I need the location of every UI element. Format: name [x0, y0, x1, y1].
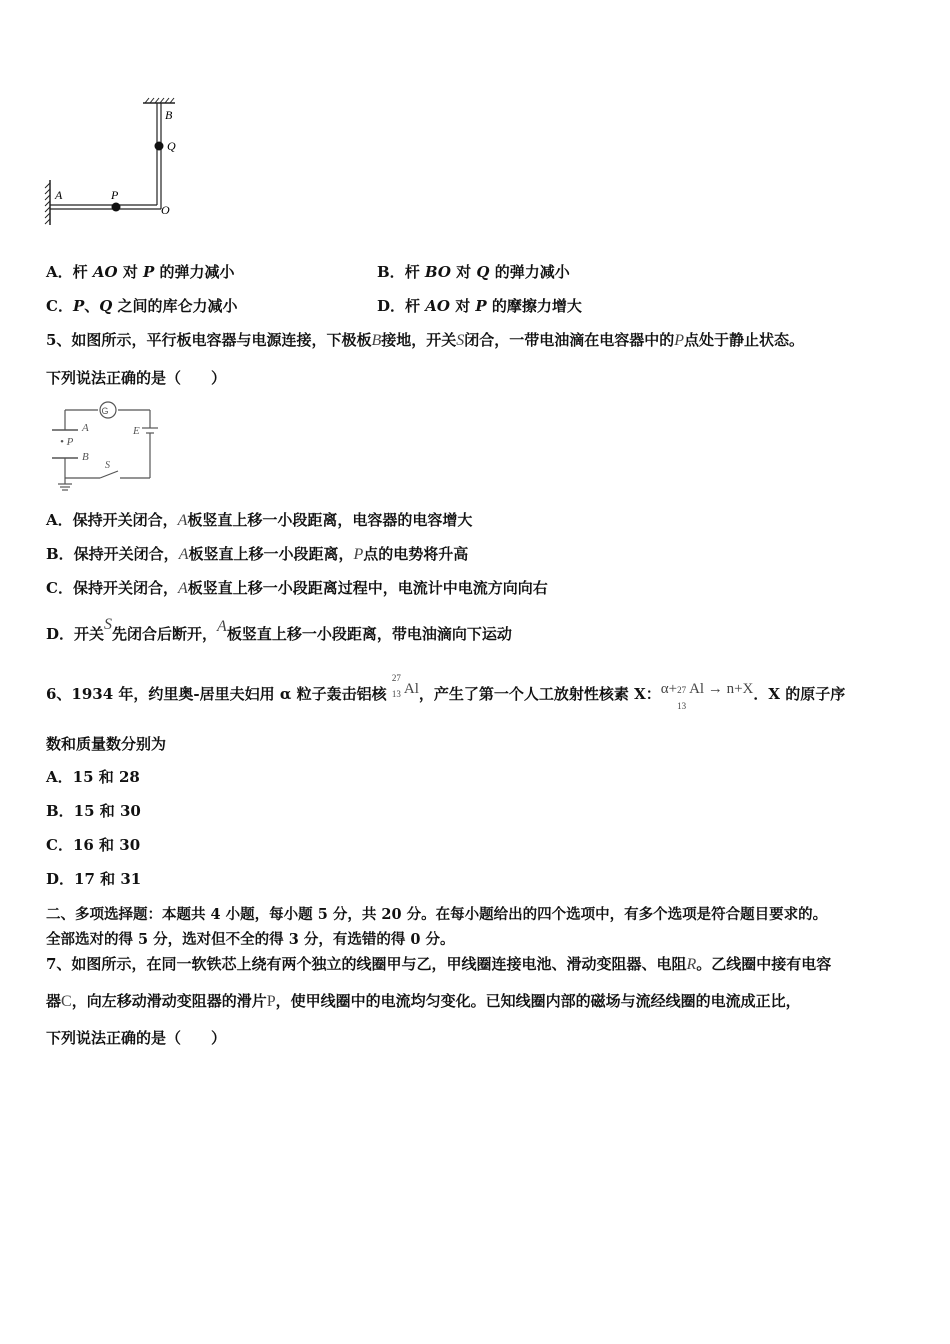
q6-option-d[interactable]: D．17 和 31	[46, 870, 142, 888]
label-s: S	[105, 460, 110, 471]
q5-option-c[interactable]: C．保持开关闭合，A板竖直上移一小段距离过程中，电流计中电流方向向右	[46, 579, 548, 597]
q6-option-b[interactable]: B．15 和 30	[46, 802, 141, 820]
label-b: B	[82, 451, 89, 463]
q6-option-c[interactable]: C．16 和 30	[46, 836, 141, 854]
q5-stem-line1: 5、如图所示，平行板电容器与电源连接，下极板B接地，开关S闭合，一带电油滴在电容器中的P点处于静止状态。	[46, 331, 805, 349]
q5-option-b[interactable]: B．保持开关闭合，A板竖直上移一小段距离，P点的电势将升高	[46, 545, 469, 563]
section2-heading-line2: 全部选对的得 5 分，选对但不全的得 3 分，有选错的得 0 分。	[46, 931, 455, 948]
q6-stem-line2: 数和质量数分别为	[46, 735, 167, 753]
q6-option-a[interactable]: A．15 和 28	[46, 768, 140, 786]
label-a: A	[82, 422, 89, 434]
label-p: • P	[60, 436, 74, 448]
label-e: E	[133, 425, 140, 437]
q5-option-d[interactable]: D．开关S先闭合后断开，A板竖直上移一小段距离，带电油滴向下运动	[46, 616, 512, 643]
q4-option-d[interactable]: D．杆 AO 对 P 的摩擦力增大	[377, 297, 582, 315]
q7-stem-line3: 下列说法正确的是（ ）	[46, 1029, 227, 1047]
q5-option-a[interactable]: A．保持开关闭合，A板竖直上移一小段距离，电容器的电容增大	[46, 511, 473, 529]
q7-stem-line2: 器C，向左移动滑动变阻器的滑片P，使甲线圈中的电流均匀变化。已知线圈内部的磁场与流经线圈的电流成正比，	[46, 992, 801, 1010]
nuclear-equation: α+ 27 13 Al → n+X	[660, 681, 754, 711]
ball-p	[112, 203, 121, 212]
label-a: A	[55, 188, 63, 202]
label-b: B	[165, 108, 173, 122]
rod-diagram	[40, 95, 190, 225]
q4-option-c[interactable]: C．P、Q 之间的库仑力减小	[46, 297, 238, 315]
q5-stem-line2: 下列说法正确的是（ ）	[46, 369, 227, 387]
switch-s	[100, 471, 118, 478]
label-o: O	[161, 203, 170, 217]
q7-stem-line1: 7、如图所示，在同一软铁芯上绕有两个独立的线圈甲与乙，甲线圈连接电池、滑动变阻器、电阻R。乙线圈中接有电容	[46, 955, 832, 973]
label-q: Q	[167, 139, 176, 153]
capacitor-circuit-diagram	[50, 398, 160, 493]
q4-option-b[interactable]: B．杆 BO 对 Q 的弹力减小	[377, 263, 570, 281]
q4-option-a[interactable]: A．杆 AO 对 P 的弹力减小	[46, 263, 235, 281]
section2-heading-line1: 二、多项选择题：本题共 4 小题，每小题 5 分，共 20 分。在每小题给出的四个选项中，有多个选项是符合题目要求的。	[46, 906, 828, 923]
ball-q	[155, 142, 164, 151]
label-g: G	[101, 406, 109, 416]
label-p: P	[111, 188, 119, 202]
al-nuclide: 27 13 Al	[391, 673, 419, 699]
q6-stem-line1: 6、1934 年，约里奥-居里夫妇用 α 粒子轰击铝核 27 13 Al，产生了第一个人工放射性核素 X：α+ 27 13 Al → n+X．X 的原子序	[46, 673, 846, 711]
